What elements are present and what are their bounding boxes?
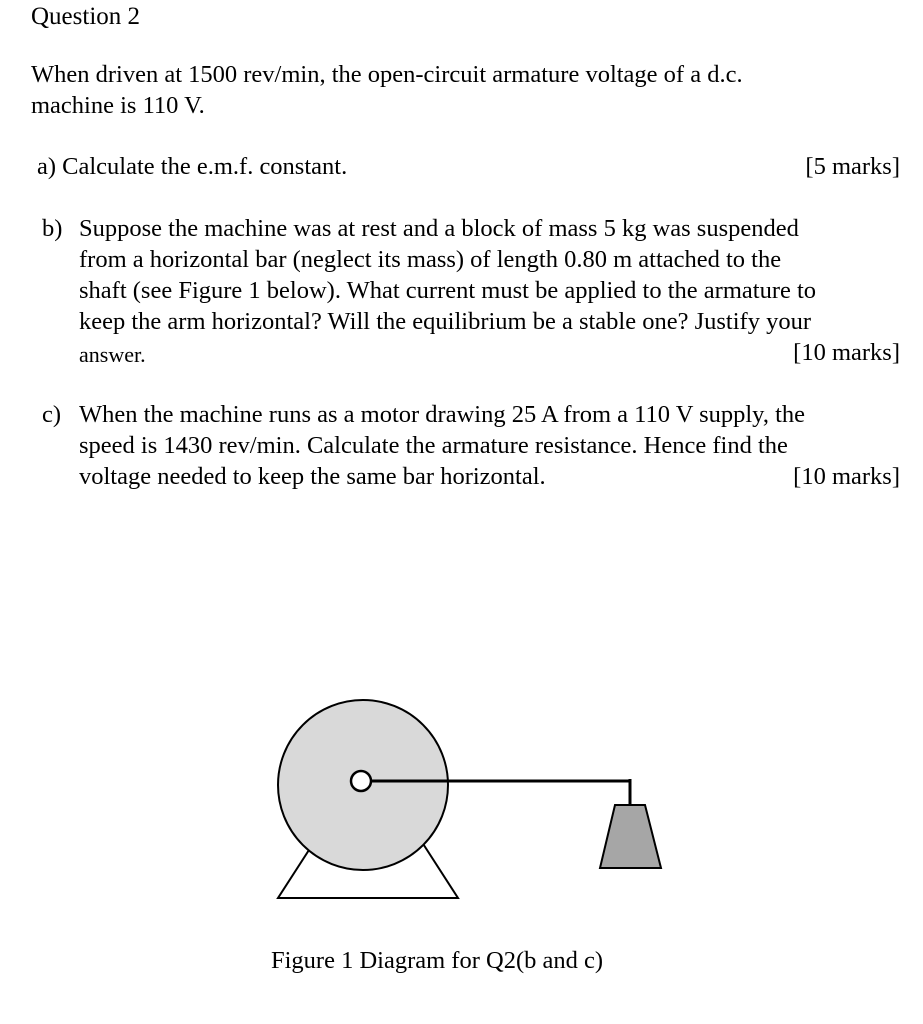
question-title: Question 2 [31, 3, 141, 30]
part-b-marks: [10 marks] [793, 339, 900, 366]
mass-block [600, 805, 661, 868]
part-b-line-5: answer. [79, 342, 146, 367]
part-c-line-3: voltage needed to keep the same bar horizontal. [79, 463, 546, 490]
part-a-marks: [5 marks] [805, 153, 900, 180]
part-c-line-2: speed is 1430 rev/min. Calculate the armature resistance. Hence find the [79, 432, 788, 459]
intro-line-2: machine is 110 V. [31, 92, 205, 119]
part-c-line-1: When the machine runs as a motor drawing 25 A from a 110 V supply, the [79, 401, 806, 428]
figure-1 [260, 688, 680, 918]
part-b-line-3: shaft (see Figure 1 below). What current must be applied to the armature to [79, 277, 817, 304]
part-b-label: b) [42, 215, 63, 242]
figure-diagram [260, 688, 680, 918]
part-b-line-4: keep the arm horizontal? Will the equilibrium be a stable one? Justify your [79, 308, 811, 335]
part-c-label: c) [42, 401, 62, 428]
part-a-text: a) Calculate the e.m.f. constant. [37, 153, 348, 180]
shaft-hub [351, 771, 371, 791]
part-b-line-2: from a horizontal bar (neglect its mass) of length 0.80 m attached to the [79, 246, 782, 273]
part-b-line-1: Suppose the machine was at rest and a block of mass 5 kg was suspended [79, 215, 799, 242]
part-c-marks: [10 marks] [793, 463, 900, 490]
intro-line-1: When driven at 1500 rev/min, the open-circuit armature voltage of a d.c. [31, 61, 743, 88]
figure-caption: Figure 1 Diagram for Q2(b and c) [271, 947, 604, 974]
